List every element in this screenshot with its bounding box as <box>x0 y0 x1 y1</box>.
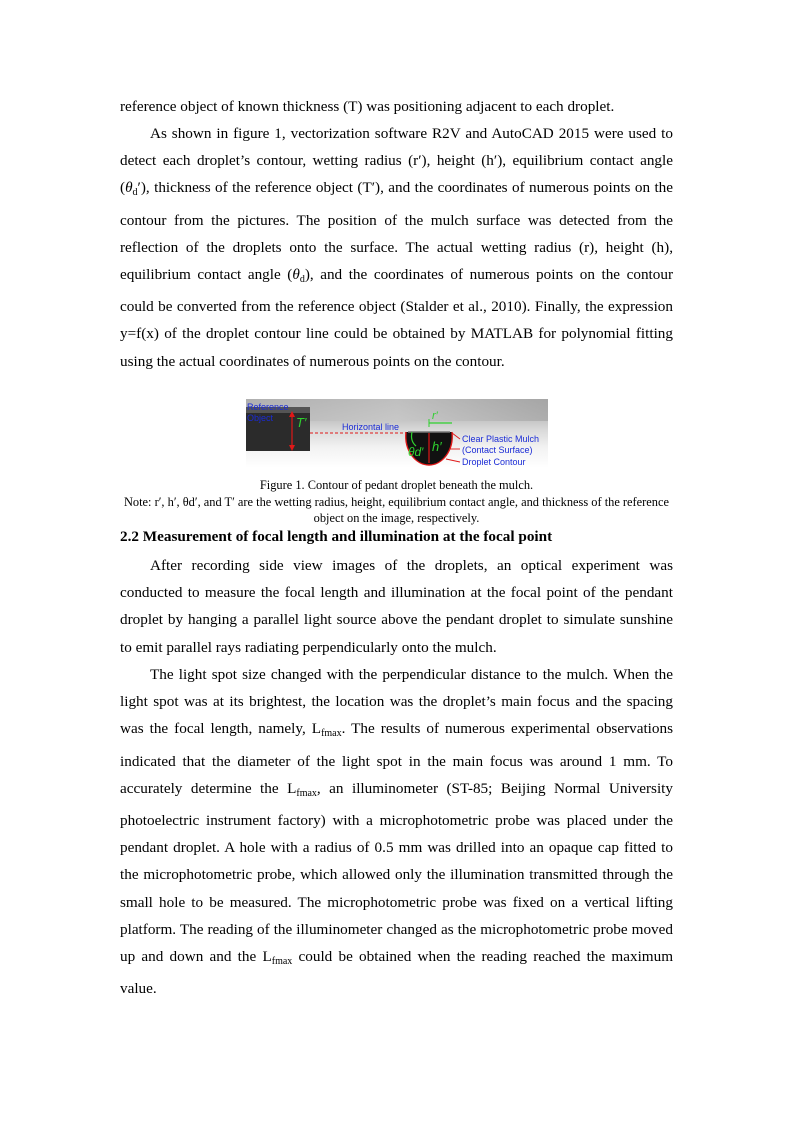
label-t-prime: T′ <box>296 415 307 430</box>
section-heading: 2.2 Measurement of focal length and illumination at the focal point <box>120 528 553 545</box>
label-theta-d: θd′ <box>408 445 424 459</box>
figure-caption: Figure 1. Contour of pedant droplet beneath the mulch. <box>259 478 534 492</box>
label-contact-surface: (Contact Surface) <box>462 445 533 455</box>
label-reference: Reference <box>247 402 289 412</box>
label-clear-plastic-mulch: Clear Plastic Mulch <box>462 434 540 444</box>
label-droplet-contour: Droplet Contour <box>462 457 526 467</box>
paragraph-contour-detection: As shown in figure 1, vectorization software R2V and AutoCAD 2015 were used to detect each droplet’s contour, wetting radius (r′), height (h′), equilibrium contact angle $(\theta_d')$, thickness of the reference object (T′), and the coordinates of numerous points on the contour from the pictures. The position of the mulch surface was detected from the reflection of the droplets onto the surface. The actual wetting radius (r), height (h), equilibrium contact angle $(\theta_d)$, and the coordinates of numerous points on the contour could be converted from the reference object (Stalder et al., 2010). Finally, the expression y=f(x) of the droplet contour line could be obtained by MATLAB for polynomial fitting using the actual coordinates of numerous points on the contour. <box>120 125 673 370</box>
label-r-prime: r′ <box>432 410 438 422</box>
label-h-prime: h′ <box>432 439 442 454</box>
figure-note: Note: r′, h′, θd′, and T′ are the wetting radius, height, equilibrium contact angle, and thickness of the reference object on the image, respectively. <box>123 495 670 525</box>
label-horizontal-line: Horizontal line <box>342 422 400 432</box>
paragraph-light-spot: The light spot size changed with the perpendicular distance to the mulch. When the light spot was at its brightest, the location was the droplet’s main focus and the spacing was the focal length, namely, $L_{fmax}$. The results of numerous experimental observations indicated that the diameter of the light spot in the main focus was around 1 mm. To accurately determine the $L_{fmax}$, an illuminometer (ST-85; Beijing Normal University photoelectric instrument factory) with a microphotometric probe was placed under the pendant droplet. A hole with a radius of 0.5 mm was drilled into an opaque cap fitted to the microphotometric probe, which allowed only the illumination transmitted through the small hole to be measured. The microphotometric probe was fixed on a vertical lifting platform. The reading of the illuminometer changed as the microphotometric probe moved up and down and the $L_{fmax}$ could be obtained when the reading reached the maximum value. <box>120 666 674 998</box>
droplet-contour-figure <box>246 399 548 468</box>
figure-droplet-image <box>246 399 548 468</box>
paragraph-continuation: reference object of known thickness (T) was positioning adjacent to each droplet. <box>120 98 615 115</box>
label-object: Object <box>247 413 274 423</box>
paragraph-optical-experiment: After recording side view images of the droplets, an optical experiment was conducted to measure the focal length and illumination at the focal point of the pendant droplet by hanging a parallel light source above the pendant droplet to simulate sunshine to emit parallel rays radiating perpendicularly onto the mulch. <box>120 557 673 656</box>
